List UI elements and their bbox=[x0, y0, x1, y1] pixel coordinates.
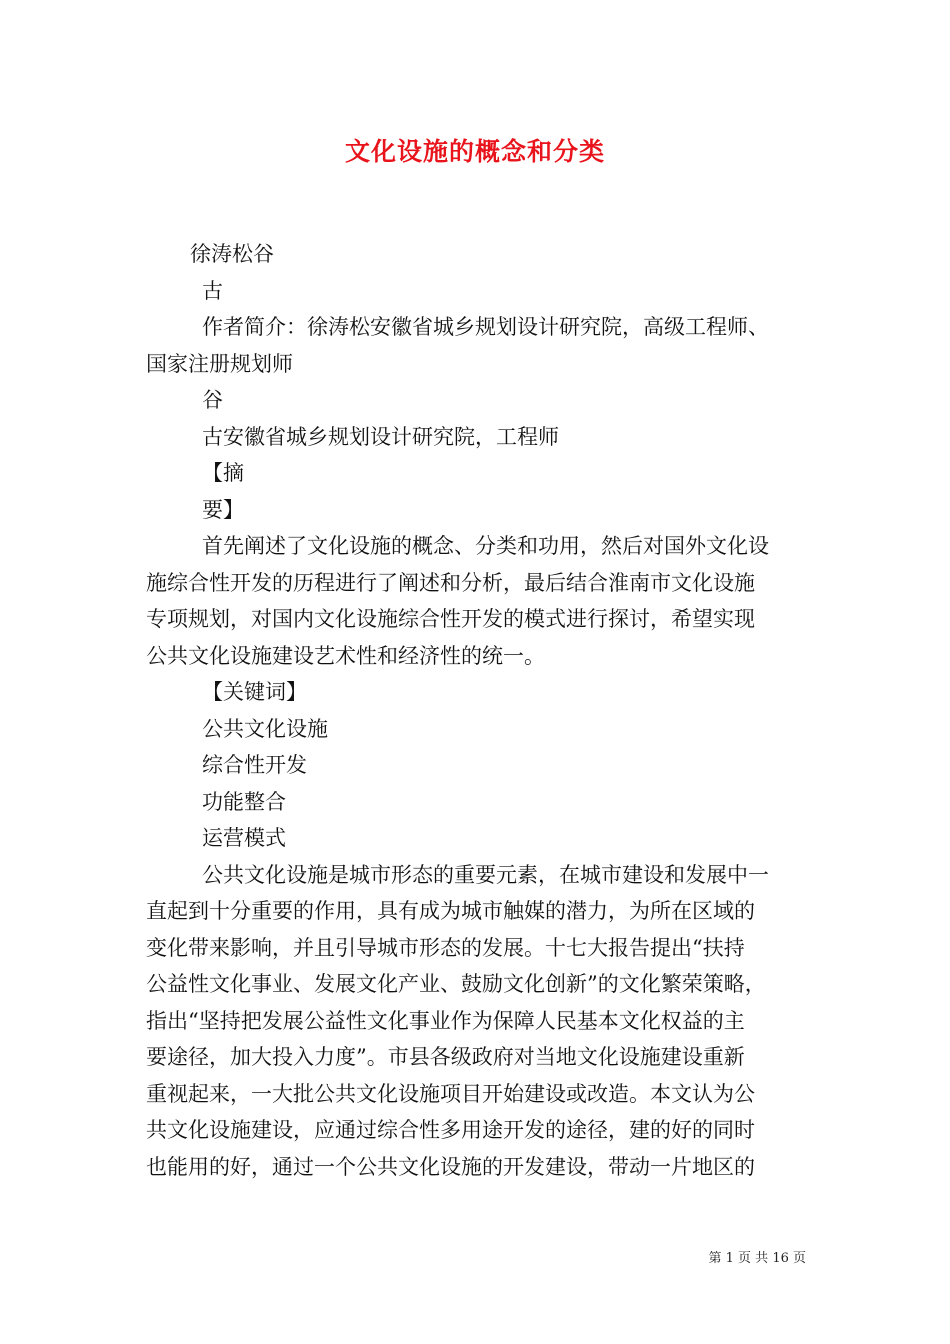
text-line: 综合性开发 bbox=[202, 753, 307, 777]
text-line: 指出“坚持把发展公益性文化事业作为保障人民基本文化权益的主 bbox=[146, 1008, 745, 1033]
text-line: 功能整合 bbox=[202, 789, 286, 814]
text-line: 公共文化设施 bbox=[202, 716, 328, 741]
document-body bbox=[146, 236, 812, 1185]
text-line: 公共文化设施建设艺术性和经济性的统一。 bbox=[146, 643, 545, 668]
text-line: 直起到十分重要的作用，具有成为城市触媒的潜力，为所在区域的 bbox=[146, 899, 755, 923]
text-line: 要】 bbox=[202, 497, 244, 522]
text-line: 古安徽省城乡规划设计研究院，工程师 bbox=[202, 424, 559, 449]
document-title: 文化设施的概念和分类 bbox=[344, 137, 605, 166]
text-line: 首先阐述了文化设施的概念、分类和功用，然后对国外文化设 bbox=[202, 534, 769, 558]
text-line: 古 bbox=[202, 278, 223, 303]
text-line: 【关键词】 bbox=[202, 680, 307, 704]
text-line: 【摘 bbox=[202, 461, 244, 485]
text-line: 徐涛松谷 bbox=[190, 242, 274, 266]
text-line: 专项规划，对国内文化设施综合性开发的模式进行探讨，希望实现 bbox=[146, 607, 755, 631]
page-footer: 第 1 页 共 16 页 bbox=[708, 1251, 806, 1266]
text-line: 公益性文化事业、发展文化产业、鼓励文化创新”的文化繁荣策略， bbox=[146, 972, 766, 996]
text-line: 公共文化设施是城市形态的重要元素，在城市建设和发展中一 bbox=[202, 862, 769, 887]
text-line: 谷 bbox=[202, 388, 223, 412]
text-line: 也能用的好，通过一个公共文化设施的开发建设，带动一片地区的 bbox=[146, 1154, 755, 1179]
text-line: 作者简介：徐涛松安徽省城乡规划设计研究院，高级工程师、 bbox=[202, 315, 769, 339]
text-line: 重视起来，一大批公共文化设施项目开始建设或改造。本文认为公 bbox=[146, 1081, 755, 1106]
text-line: 变化带来影响，并且引导城市形态的发展。十七大报告提出“扶持 bbox=[146, 935, 745, 960]
text-line: 运营模式 bbox=[202, 826, 286, 850]
text-line: 共文化设施建设，应通过综合性多用途开发的途径，建的好的同时 bbox=[146, 1118, 755, 1142]
text-line: 国家注册规划师 bbox=[146, 351, 293, 376]
text-line: 要途径，加大投入力度”。市县各级政府对当地文化设施建设重新 bbox=[146, 1045, 745, 1069]
text-line: 施综合性开发的历程进行了阐述和分析，最后结合淮南市文化设施 bbox=[146, 570, 755, 595]
